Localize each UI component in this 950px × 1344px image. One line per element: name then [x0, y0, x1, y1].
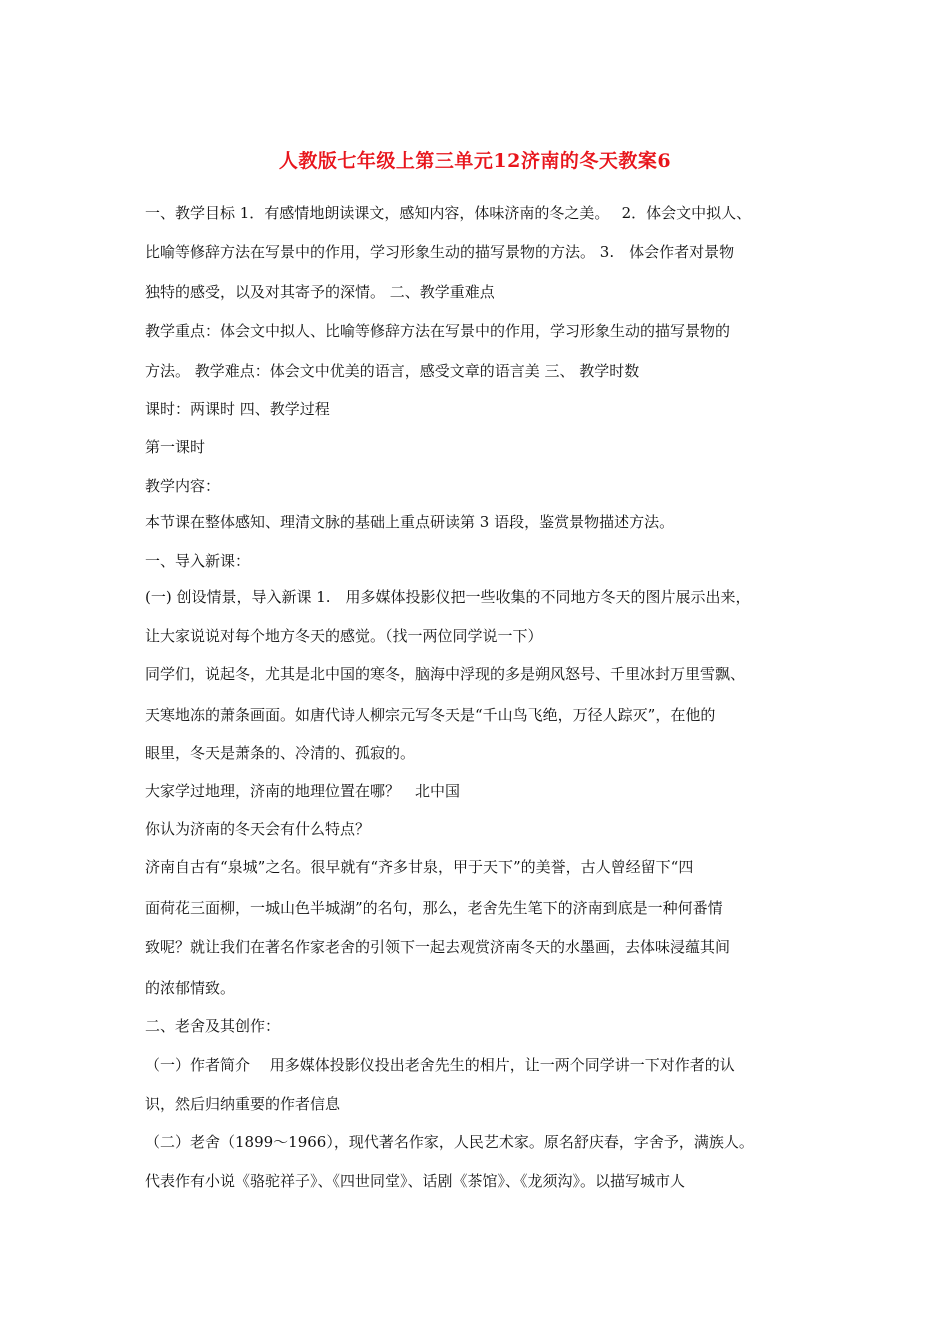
text-line: 眼里，冬天是萧条的、冷清的、孤寂的。: [145, 744, 416, 762]
text-line: 的浓郁情致。: [145, 979, 236, 997]
text-line: 同学们，说起冬，尤其是北中国的寒冬，脑海中浮现的多是朔风怒号、千里冰封万里雪飘、: [145, 665, 746, 683]
text-line: （二）老舍（1899～1966），现代著名作家，人民艺术家。原名舒庆春，字舍予，满族人。: [145, 1133, 754, 1151]
text-line: 教学内容：: [145, 477, 221, 495]
text-line: 一、导入新课：: [145, 552, 251, 570]
text-line: 本节课在整体感知、理清文脉的基础上重点研读第 3 语段，鉴赏景物描述方法。: [145, 513, 675, 531]
document-title: 人教版七年级上第三单元12济南的冬天教案6: [278, 150, 672, 172]
text-line: 大家学过地理，济南的地理位置在哪？ 北中国: [145, 782, 461, 800]
text-line: 教学重点：体会文中拟人、比喻等修辞方法在写景中的作用，学习形象生动的描写景物的: [145, 322, 731, 340]
text-line: 第一课时: [145, 438, 206, 456]
text-line: 天寒地冻的萧条画面。如唐代诗人柳宗元写冬天是“千山鸟飞绝，万径人踪灭”，在他的: [145, 706, 716, 724]
text-line: 致呢？就让我们在著名作家老舍的引领下一起去观赏济南冬天的水墨画，去体味浸蕴其间: [145, 938, 731, 956]
text-line: （一）作者简介 用多媒体投影仪投出老舍先生的相片，让一两个同学讲一下对作者的认: [145, 1056, 735, 1074]
text-line: 识，然后归纳重要的作者信息: [145, 1095, 341, 1113]
text-line: 方法。 教学难点：体会文中优美的语言，感受文章的语言美 三、 教学时数: [145, 362, 640, 380]
text-line: 独特的感受，以及对其寄予的深情。 二、教学重难点: [145, 283, 495, 301]
text-line: 济南自古有“泉城”之名。很早就有“齐多甘泉，甲于天下”的美誉，古人曾经留下“四: [145, 858, 694, 876]
text-line: 课时：两课时 四、教学过程: [145, 400, 330, 418]
text-line: 一、教学目标 1．有感情地朗读课文，感知内容，体味济南的冬之美。 2．体会文中拟人、: [145, 204, 752, 222]
text-line: 二、老舍及其创作：: [145, 1017, 281, 1035]
text-line: 代表作有小说《骆驼祥子》、《四世同堂》、话剧《茶馆》、《龙须沟》。以描写城市人: [145, 1172, 686, 1190]
text-line: 你认为济南的冬天会有什么特点？: [145, 820, 371, 838]
text-line: (一) 创设情景，导入新课 1. 用多媒体投影仪把一些收集的不同地方冬天的图片展示出来，: [145, 588, 751, 606]
text-line: 面荷花三面柳，一城山色半城湖”的名句，那么，老舍先生笔下的济南到底是一种何番情: [145, 899, 723, 917]
text-line: 比喻等修辞方法在写景中的作用，学习形象生动的描写景物的方法。 3. 体会作者对景物: [145, 243, 735, 261]
text-line: 让大家说说对每个地方冬天的感觉。（找一两位同学说一下）: [145, 627, 543, 645]
